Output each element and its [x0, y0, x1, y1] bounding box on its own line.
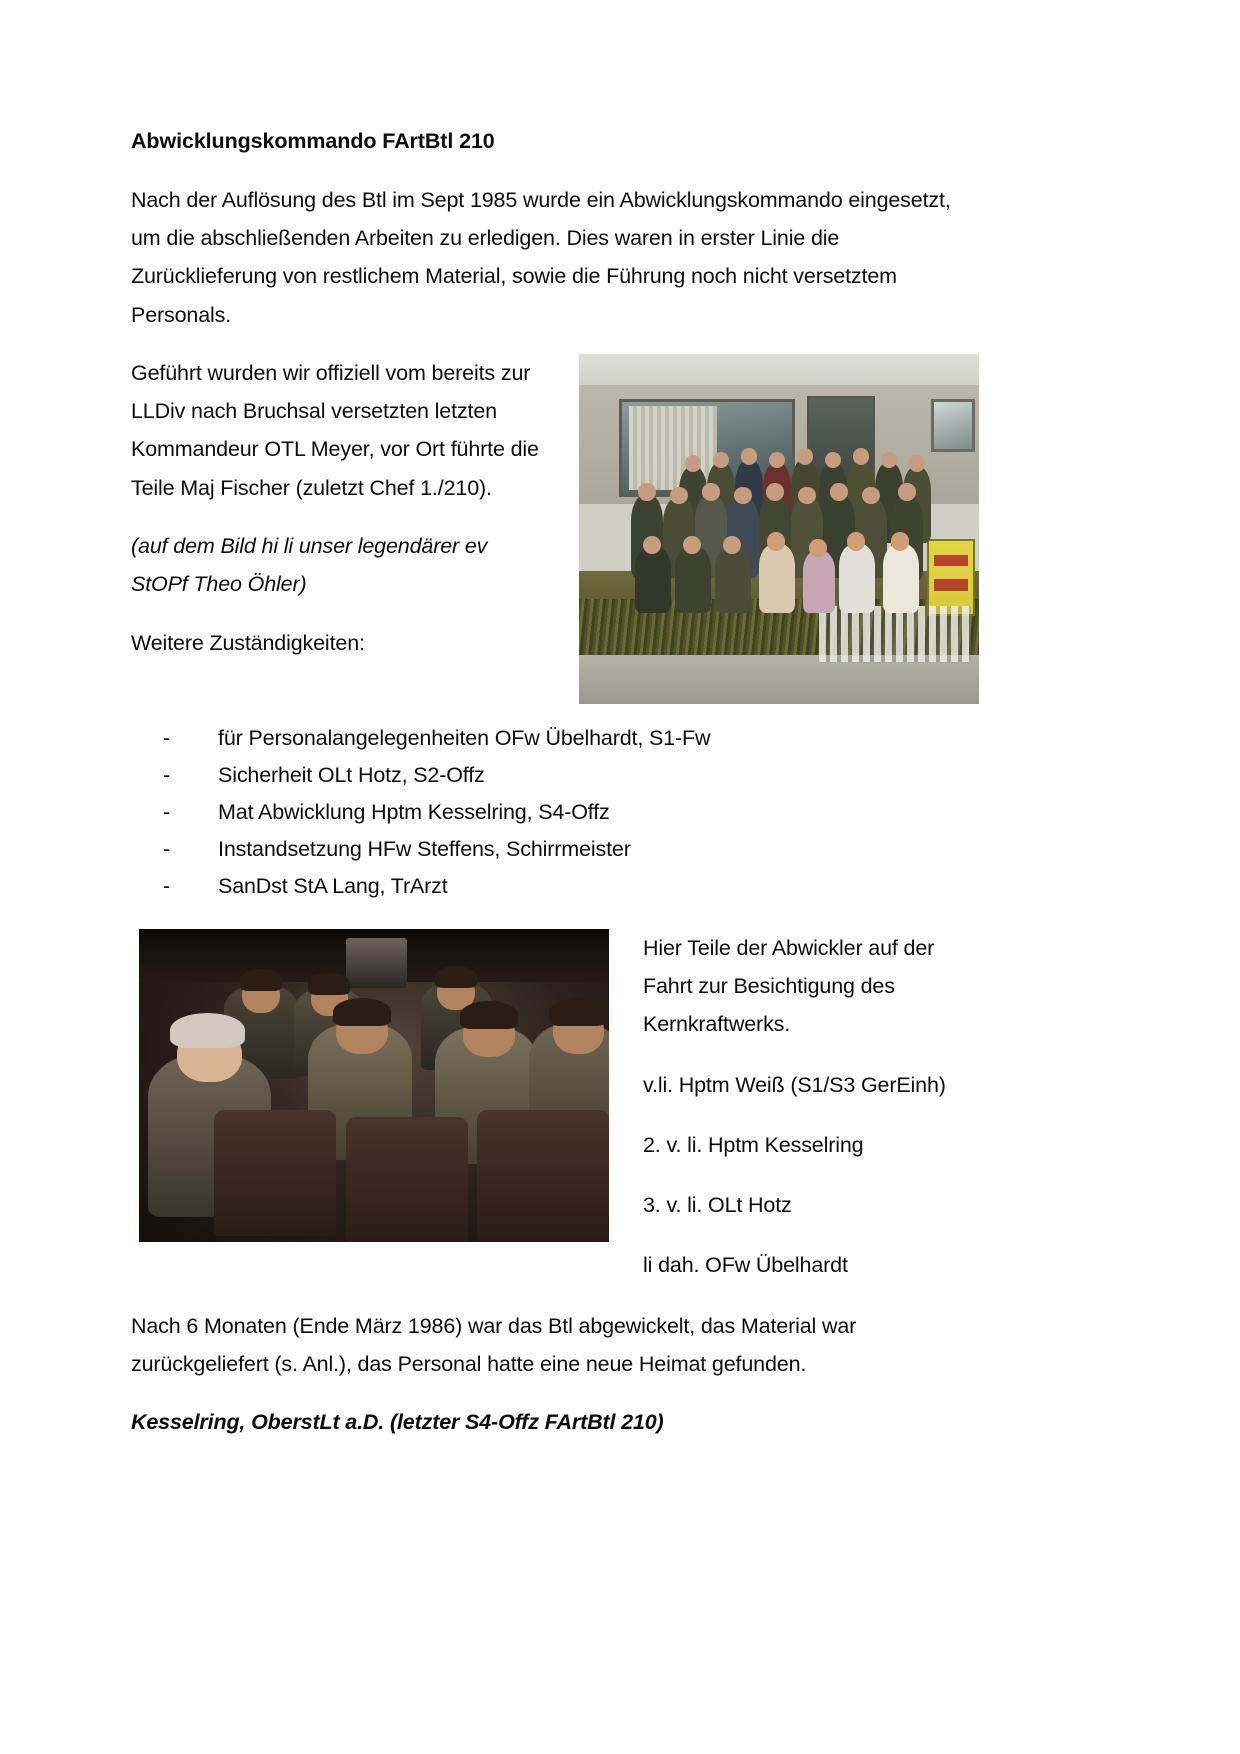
list-item-label: für Personalangelegenheiten OFw Übelhardt, S1-Fw: [218, 725, 711, 750]
photo1-person-head: [847, 532, 865, 550]
photo1-person-seated: [883, 543, 919, 613]
photo1-person-head: [825, 452, 841, 468]
photo1-person-head: [797, 448, 813, 464]
photo1-person-head: [741, 448, 757, 464]
dash-bullet: -: [163, 762, 171, 787]
photo1-person-head: [909, 455, 925, 471]
dash-bullet: -: [163, 836, 171, 861]
photo1-person-head: [766, 483, 784, 501]
list-item: [163, 720, 979, 757]
photo2-seat: [346, 1117, 468, 1242]
photo1-person-head: [713, 452, 729, 468]
list-item-label: Mat Abwicklung Hptm Kesselring, S4-Offz: [218, 799, 610, 824]
photo2-caption-intro: Hier Teile der Abwickler auf der Fahrt zur Besichtigung des Kernkraftwerks.: [643, 935, 935, 1037]
photo1-chairs: [819, 606, 971, 662]
document-content: [131, 128, 979, 1441]
page-title: Abwicklungskommando FArtBtl 210: [131, 129, 495, 153]
photo1-person-head: [685, 455, 701, 471]
dash-bullet: -: [163, 799, 171, 824]
photo2-seat: [477, 1110, 609, 1241]
responsibilities-list: [131, 720, 979, 905]
photo1-person-head: [891, 532, 909, 550]
photo1-person-head: [862, 487, 880, 505]
photo2-person-hair: [333, 998, 391, 1026]
photo1-person-head: [830, 483, 848, 501]
photo1-text-block: [131, 354, 979, 714]
closing-paragraph: Nach 6 Monaten (Ende März 1986) war das Btl abgewickelt, das Material war zurückgeliefert (s. Anl.), das Personal hatte eine neue Heimat gefunden.: [131, 1313, 857, 1376]
list-item: [163, 868, 979, 905]
photo1-person-seated: [803, 550, 835, 613]
photo1-person-head: [898, 483, 916, 501]
photo1-path: [579, 655, 979, 704]
photo2-caption-line: li dah. OFw Übelhardt: [643, 1253, 848, 1278]
photo2-person-hair: [549, 998, 607, 1026]
photo2-person-white-hair: [170, 1013, 245, 1047]
photo1-person-head: [702, 483, 720, 501]
photo1-person-seated: [715, 546, 751, 613]
photo1-person-head: [853, 448, 869, 464]
photo1-person-head: [881, 452, 897, 468]
photo2-window: [346, 938, 407, 988]
list-item-label: Sicherheit OLt Hotz, S2-Offz: [218, 762, 485, 787]
photo1-person-head: [798, 487, 816, 505]
photo1-warning-sign: [927, 539, 975, 616]
list-item-label: SanDst StA Lang, TrArzt: [218, 873, 448, 898]
list-item: [163, 757, 979, 794]
list-item-label: Instandsetzung HFw Steffens, Schirrmeister: [218, 836, 631, 861]
photo2-person-hair: [240, 969, 282, 991]
bus-photo-image: [139, 929, 609, 1242]
photo1-side-window: [931, 399, 975, 452]
list-item: [163, 794, 979, 831]
photo1-person-head: [767, 532, 785, 550]
signature-line: Kesselring, OberstLt a.D. (letzter S4-Offz FArtBtl 210): [131, 1410, 664, 1435]
photo1-person-head: [769, 452, 785, 468]
leadership-paragraph: Geführt wurden wir offiziell vom bereits zur LLDiv nach Bruchsal versetzten letzten Kommandeur OTL Meyer, vor Ort führte die Teile Maj Fischer (zuletzt Chef 1./210).: [131, 360, 539, 500]
photo1-person-seated: [839, 543, 875, 613]
photo1-person-seated: [635, 546, 671, 613]
list-item: [163, 831, 979, 868]
dash-bullet: -: [163, 725, 171, 750]
photo1-person-seated: [675, 546, 711, 613]
photo2-person-hair: [460, 1001, 518, 1029]
intro-paragraph: Nach der Auflösung des Btl im Sept 1985 wurde ein Abwicklungskommando eingesetzt, um die abschließenden Arbeiten zu erledigen. Dies waren in erster Linie die Zurücklieferung von restlichem Material, sowie die Führung noch nicht versetztem Personals.: [131, 187, 951, 327]
photo2-text-block: [131, 929, 979, 1307]
group-photo-image: [579, 354, 979, 704]
photo1-person-head: [638, 483, 656, 501]
photo1-note: (auf dem Bild hi li unser legendärer ev StOPf Theo Öhler): [131, 534, 488, 597]
photo1-person-head: [809, 539, 827, 557]
responsibilities-heading: Weitere Zuständigkeiten:: [131, 630, 365, 655]
photo2-person-hair: [435, 966, 477, 988]
photo2-caption-line: 3. v. li. OLt Hotz: [643, 1193, 792, 1218]
photo2-caption-line: v.li. Hptm Weiß (S1/S3 GerEinh): [643, 1072, 946, 1097]
photo2-seat: [214, 1110, 336, 1235]
photo1-container: [579, 354, 979, 704]
dash-bullet: -: [163, 873, 171, 898]
photo1-person-head: [734, 487, 752, 505]
photo2-caption-line: 2. v. li. Hptm Kesselring: [643, 1132, 864, 1157]
photo1-person-head: [670, 487, 688, 505]
photo2-person-hair: [308, 973, 350, 995]
photo1-person-seated: [759, 543, 795, 613]
photo2-container: [139, 929, 609, 1242]
